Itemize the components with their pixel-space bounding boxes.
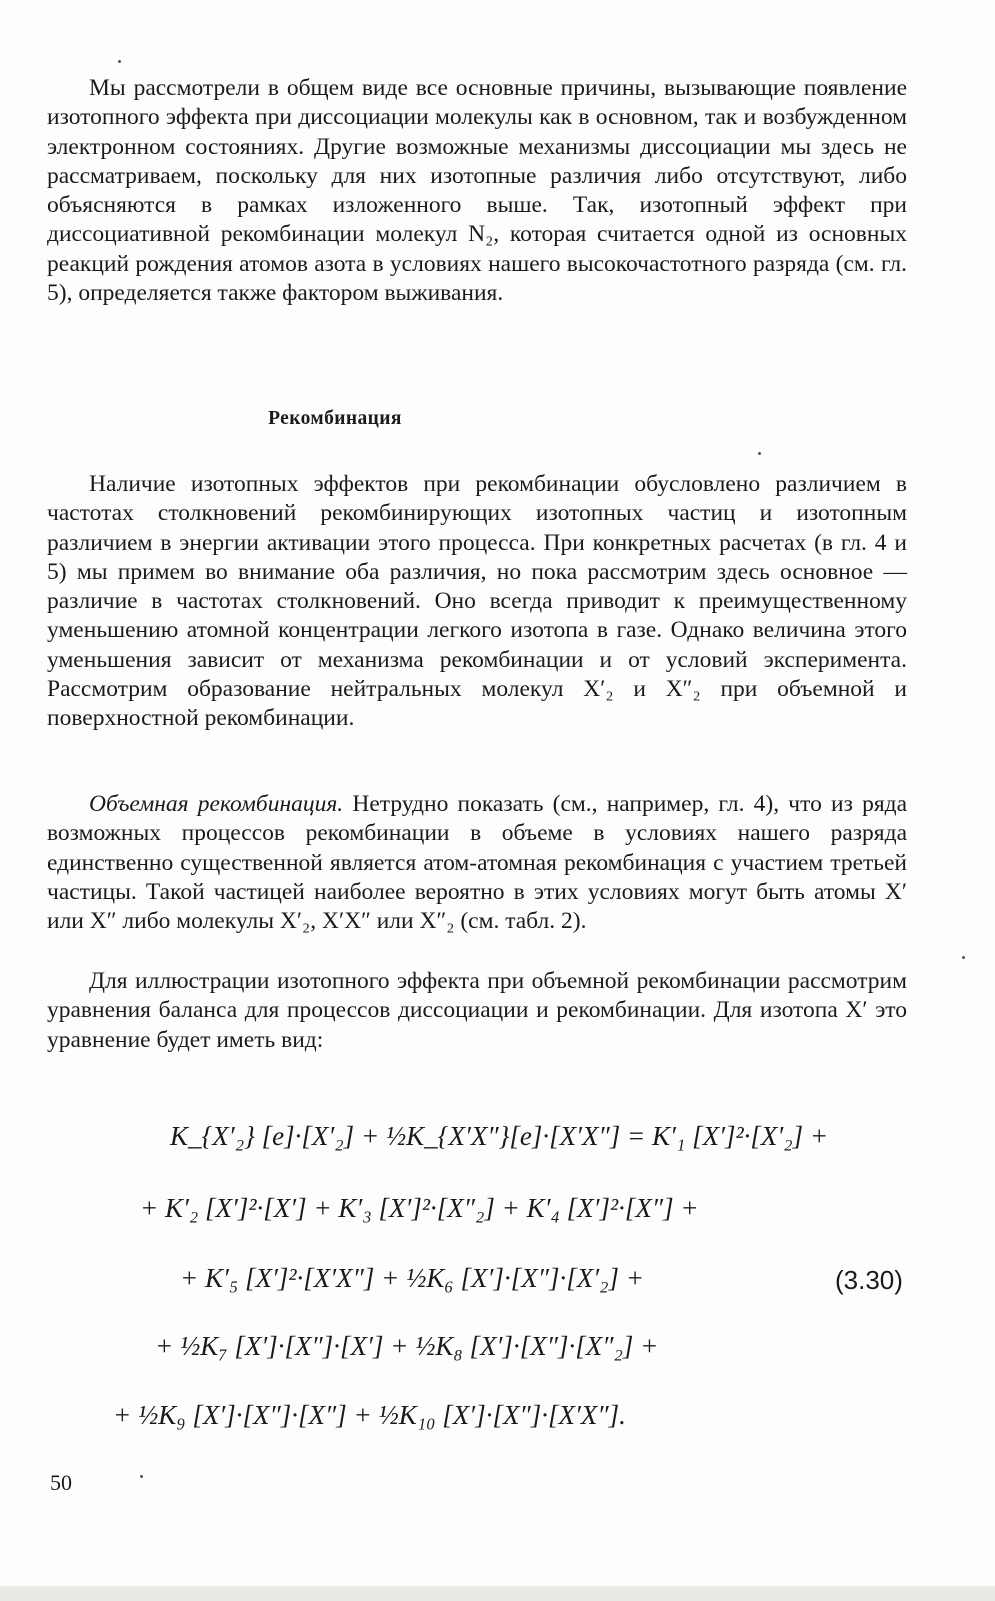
paragraph-4: Для иллюстрации изотопного эффекта при объемной рекомбинации рассмотрим уравнения баланса для процессов диссоциации и рекомбинации. Для изотопа X′ это уравнение будет иметь вид: [47, 968, 907, 1053]
paragraph-2: Наличие изотопных эффектов при рекомбинации обусловлено различием в частотах столкновений рекомбинирующих изотопных частиц и изотопным различием в энергии активации этого процесса. При конкретных расчетах (в гл. 4 и 5) мы примем во внимание оба различия, но пока рассмотрим здесь основное — различие в частотах столкновений. Оно всегда приводит к преимущественному уменьшению атомной концентрации легкого изотопа в газе. Однако величина этого уменьшения зависит от механизма рекомбинации и от условий эксперимента. Рассмотрим образование нейтральных молекул X′₂ и X″₂ при объемной и поверхностной рекомбинации. [47, 471, 907, 732]
formula-line-2: + K′₂ [X′]²·[X′] + K′₃ [X′]²·[X″₂] + K′₄ [X′]²·[X″] + [140, 1193, 699, 1223]
print-speck [118, 60, 121, 63]
print-speck [140, 1475, 143, 1478]
print-speck [758, 452, 761, 455]
formula-line-1: K_{X′₂} [e]·[X′₂] + ½K_{X′X″}[e]·[X′X″] = K′₁ [X′]²·[X′₂] + [170, 1121, 829, 1151]
equation-number: (3.30) [835, 1265, 903, 1295]
page-number: 50 [50, 1470, 72, 1495]
scan-bottom-edge [0, 1586, 995, 1601]
italic-lead: Объемная рекомбинация. [89, 791, 344, 817]
formula-line-5: + ½K₉ [X′]·[X″]·[X″] + ½K₁₀ [X′]·[X″]·[X′X″]. [113, 1400, 626, 1430]
section-heading: Рекомбинация [268, 408, 402, 429]
paragraph-3: Объемная рекомбинация. Нетрудно показать (см., например, гл. 4), что из ряда возможных процессов рекомбинации в объеме в условиях нашего разряда единственно существенной является атом-атомная рекомбинация с участием третьей частицы. Такой частицей наиболее вероятно в этих условиях могут быть атомы X′ или X″ либо молекулы X′₂, X′X″ или X″₂ (см. табл. 2). [47, 791, 908, 935]
formula-line-4: + ½K₇ [X′]·[X″]·[X′] + ½K₈ [X′]·[X″]·[X″₂] + [155, 1331, 659, 1361]
formula-line-3: + K′₅ [X′]²·[X′X″] + ½K₆ [X′]·[X″]·[X′₂] + [180, 1263, 644, 1293]
print-speck [962, 956, 965, 959]
paragraph-1: Мы рассмотрели в общем виде все основные причины, вызывающие появление изотопного эффекта при диссоциации молекулы как в основном, так и возбужденном электронном состояниях. Другие возможные механизмы диссоциации мы здесь не рассматриваем, поскольку для них изотопные различия либо отсутствуют, либо объясняются в рамках изложенного выше. Так, изотопный эффект при диссоциативной рекомбинации молекул N₂, которая считается одной из основных реакций рождения атомов азота в условиях нашего высокочастотного разряда (см. гл. 5), определяется также фактором выживания. [47, 75, 907, 307]
